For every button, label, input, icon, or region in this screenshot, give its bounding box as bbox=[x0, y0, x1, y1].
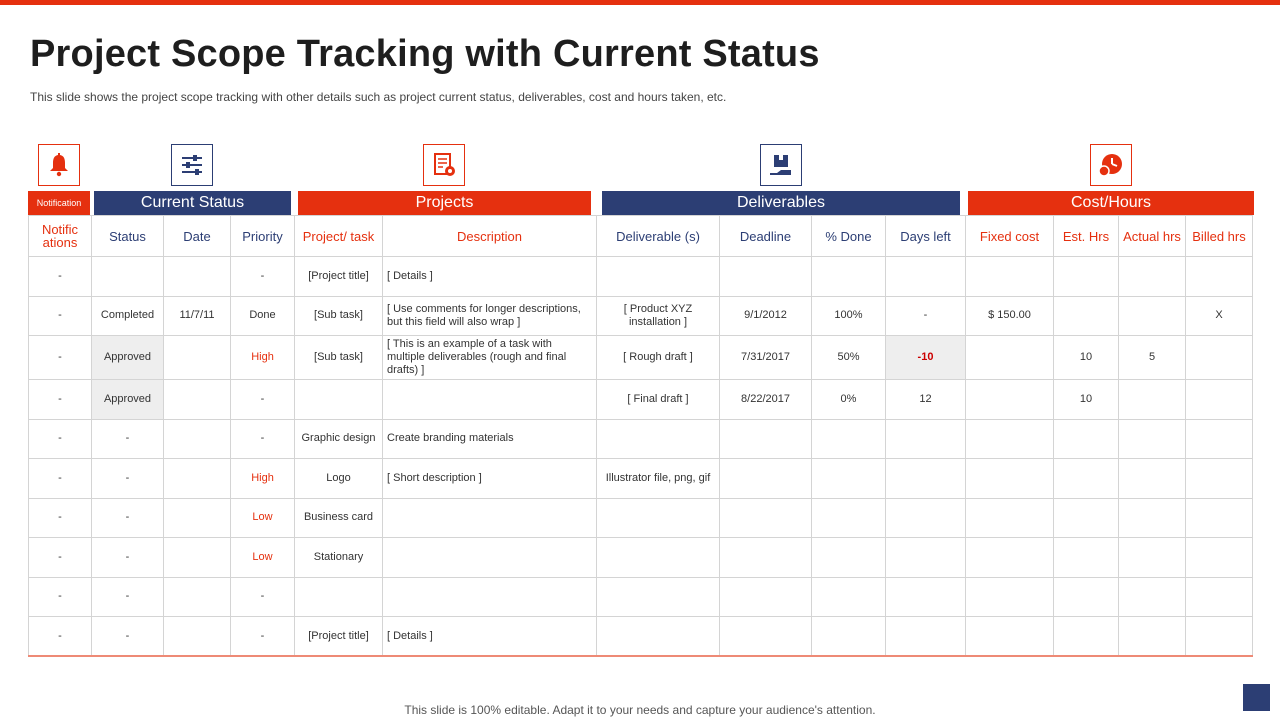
cell-billed-hrs bbox=[1186, 459, 1253, 499]
cell-pct-done bbox=[812, 419, 886, 459]
cell-fixed-cost bbox=[966, 538, 1054, 578]
cell-description bbox=[383, 498, 597, 538]
cost-icon-box bbox=[1090, 144, 1132, 186]
cell-notifications: - bbox=[29, 617, 92, 657]
cell-deadline bbox=[720, 577, 812, 617]
cell-actual-hrs bbox=[1119, 419, 1186, 459]
cell-deadline bbox=[720, 257, 812, 297]
cell-priority: High bbox=[231, 459, 295, 499]
sliders-icon bbox=[178, 151, 206, 179]
cell-status: - bbox=[92, 617, 164, 657]
cell-status: Approved bbox=[92, 380, 164, 420]
cell-billed-hrs bbox=[1186, 617, 1253, 657]
money-clock-icon bbox=[1097, 151, 1125, 179]
cell-deadline bbox=[720, 617, 812, 657]
cell-est-hrs bbox=[1054, 459, 1119, 499]
cell-deliverables: Illustrator file, png, gif bbox=[597, 459, 720, 499]
cell-date bbox=[164, 336, 231, 380]
table-row bbox=[29, 257, 1253, 297]
cell-actual-hrs: 5 bbox=[1119, 336, 1186, 380]
col-deliverables: Deliverable (s) bbox=[597, 216, 720, 257]
cell-deliverables bbox=[597, 617, 720, 657]
cell-project-task bbox=[295, 380, 383, 420]
table-row bbox=[29, 419, 1253, 459]
table-row bbox=[29, 538, 1253, 578]
deliverables-icon-box bbox=[760, 144, 802, 186]
cell-status: - bbox=[92, 498, 164, 538]
table-row bbox=[29, 296, 1253, 336]
cell-project-task: Logo bbox=[295, 459, 383, 499]
cell-billed-hrs bbox=[1186, 380, 1253, 420]
page-title: Project Scope Tracking with Current Status bbox=[30, 33, 820, 75]
cell-priority: - bbox=[231, 617, 295, 657]
cell-billed-hrs bbox=[1186, 498, 1253, 538]
cell-notifications: - bbox=[29, 257, 92, 297]
cell-pct-done: 0% bbox=[812, 380, 886, 420]
cell-pct-done bbox=[812, 498, 886, 538]
table-body bbox=[29, 257, 1253, 657]
cell-priority: - bbox=[231, 419, 295, 459]
cell-priority: Low bbox=[231, 538, 295, 578]
cell-date: 11/7/11 bbox=[164, 296, 231, 336]
cell-days-left bbox=[886, 538, 966, 578]
cell-description: [ Details ] bbox=[383, 617, 597, 657]
cost-hours-group-header: Cost/Hours bbox=[968, 191, 1254, 215]
cell-days-left bbox=[886, 617, 966, 657]
cell-deliverables: [ Rough draft ] bbox=[597, 336, 720, 380]
cell-actual-hrs bbox=[1119, 257, 1186, 297]
cell-days-left: - bbox=[886, 296, 966, 336]
cell-days-left bbox=[886, 419, 966, 459]
cell-date bbox=[164, 538, 231, 578]
cell-est-hrs: 10 bbox=[1054, 336, 1119, 380]
col-status: Status bbox=[92, 216, 164, 257]
cell-description bbox=[383, 380, 597, 420]
cell-priority: Low bbox=[231, 498, 295, 538]
cell-date bbox=[164, 419, 231, 459]
cell-fixed-cost bbox=[966, 577, 1054, 617]
notification-group-header: Notification bbox=[28, 191, 90, 215]
cell-priority: - bbox=[231, 380, 295, 420]
cell-billed-hrs bbox=[1186, 336, 1253, 380]
cell-deadline bbox=[720, 419, 812, 459]
cell-est-hrs bbox=[1054, 419, 1119, 459]
cell-actual-hrs bbox=[1119, 296, 1186, 336]
cell-notifications: - bbox=[29, 459, 92, 499]
cell-deadline bbox=[720, 498, 812, 538]
cell-est-hrs bbox=[1054, 577, 1119, 617]
col-billed-hrs: Billed hrs bbox=[1186, 216, 1253, 257]
cell-billed-hrs bbox=[1186, 577, 1253, 617]
cell-description: [ Short description ] bbox=[383, 459, 597, 499]
col-actual-hrs: Actual hrs bbox=[1119, 216, 1186, 257]
col-description: Description bbox=[383, 216, 597, 257]
document-gear-icon bbox=[430, 151, 458, 179]
cell-status bbox=[92, 257, 164, 297]
cell-date bbox=[164, 617, 231, 657]
cell-description: [ Use comments for longer descriptions, but this field will also wrap ] bbox=[383, 296, 597, 336]
cell-pct-done bbox=[812, 459, 886, 499]
cell-deadline: 7/31/2017 bbox=[720, 336, 812, 380]
table-row bbox=[29, 498, 1253, 538]
cell-actual-hrs bbox=[1119, 538, 1186, 578]
current-status-group-header: Current Status bbox=[94, 191, 291, 215]
cell-priority: Done bbox=[231, 296, 295, 336]
cell-notifications: - bbox=[29, 538, 92, 578]
cell-actual-hrs bbox=[1119, 577, 1186, 617]
cell-days-left: 12 bbox=[886, 380, 966, 420]
col-est-hrs: Est. Hrs bbox=[1054, 216, 1119, 257]
cell-fixed-cost: $ 150.00 bbox=[966, 296, 1054, 336]
cell-actual-hrs bbox=[1119, 459, 1186, 499]
col-project-task: Project/ task bbox=[295, 216, 383, 257]
cell-pct-done: 50% bbox=[812, 336, 886, 380]
cell-project-task: Graphic design bbox=[295, 419, 383, 459]
cell-fixed-cost bbox=[966, 459, 1054, 499]
cell-pct-done: 100% bbox=[812, 296, 886, 336]
cell-status: - bbox=[92, 459, 164, 499]
cell-date bbox=[164, 380, 231, 420]
cell-project-task: [Sub task] bbox=[295, 296, 383, 336]
cell-date bbox=[164, 257, 231, 297]
cell-deadline: 8/22/2017 bbox=[720, 380, 812, 420]
projects-group-header: Projects bbox=[298, 191, 591, 215]
cell-deliverables bbox=[597, 577, 720, 617]
corner-square bbox=[1243, 684, 1270, 711]
projects-icon-box bbox=[423, 144, 465, 186]
col-fixed-cost: Fixed cost bbox=[966, 216, 1054, 257]
cell-fixed-cost bbox=[966, 498, 1054, 538]
cell-days-left bbox=[886, 257, 966, 297]
cell-deliverables bbox=[597, 538, 720, 578]
cell-deliverables bbox=[597, 257, 720, 297]
col-pct-done: % Done bbox=[812, 216, 886, 257]
status-icon-box bbox=[171, 144, 213, 186]
cell-deadline bbox=[720, 459, 812, 499]
cell-date bbox=[164, 459, 231, 499]
cell-project-task: [Sub task] bbox=[295, 336, 383, 380]
cell-date bbox=[164, 498, 231, 538]
cell-pct-done bbox=[812, 577, 886, 617]
cell-project-task: Business card bbox=[295, 498, 383, 538]
cell-days-left bbox=[886, 577, 966, 617]
col-date: Date bbox=[164, 216, 231, 257]
cell-actual-hrs bbox=[1119, 498, 1186, 538]
cell-project-task bbox=[295, 577, 383, 617]
cell-fixed-cost bbox=[966, 419, 1054, 459]
table-row bbox=[29, 380, 1253, 420]
cell-notifications: - bbox=[29, 419, 92, 459]
cell-notifications: - bbox=[29, 498, 92, 538]
cell-project-task: Stationary bbox=[295, 538, 383, 578]
cell-status: Completed bbox=[92, 296, 164, 336]
top-accent-bar bbox=[0, 0, 1280, 5]
cell-est-hrs bbox=[1054, 257, 1119, 297]
cell-fixed-cost bbox=[966, 336, 1054, 380]
col-notifications: Notific ations bbox=[29, 216, 92, 257]
cell-notifications: - bbox=[29, 577, 92, 617]
cell-description: [ Details ] bbox=[383, 257, 597, 297]
cell-description bbox=[383, 577, 597, 617]
cell-deadline bbox=[720, 538, 812, 578]
cell-notifications: - bbox=[29, 380, 92, 420]
cell-description: Create branding materials bbox=[383, 419, 597, 459]
cell-project-task: [Project title] bbox=[295, 617, 383, 657]
cell-fixed-cost bbox=[966, 617, 1054, 657]
cell-est-hrs bbox=[1054, 498, 1119, 538]
cell-status: - bbox=[92, 419, 164, 459]
cell-notifications: - bbox=[29, 296, 92, 336]
cell-billed-hrs bbox=[1186, 419, 1253, 459]
cell-days-left: -10 bbox=[886, 336, 966, 380]
table-row bbox=[29, 577, 1253, 617]
cell-status: Approved bbox=[92, 336, 164, 380]
cell-description: [ This is an example of a task with multiple deliverables (rough and final drafts) ] bbox=[383, 336, 597, 380]
notification-icon-box bbox=[38, 144, 80, 186]
cell-pct-done bbox=[812, 617, 886, 657]
delivery-box-icon bbox=[767, 151, 795, 179]
cell-deadline: 9/1/2012 bbox=[720, 296, 812, 336]
cell-date bbox=[164, 577, 231, 617]
column-header-row bbox=[29, 216, 1253, 257]
cell-priority: - bbox=[231, 257, 295, 297]
cell-actual-hrs bbox=[1119, 617, 1186, 657]
table-row bbox=[29, 336, 1253, 380]
col-priority: Priority bbox=[231, 216, 295, 257]
footer-note: This slide is 100% editable. Adapt it to your needs and capture your audience's attention. bbox=[404, 703, 876, 717]
cell-project-task: [Project title] bbox=[295, 257, 383, 297]
cell-priority: - bbox=[231, 577, 295, 617]
cell-days-left bbox=[886, 459, 966, 499]
cell-est-hrs bbox=[1054, 617, 1119, 657]
cell-days-left bbox=[886, 498, 966, 538]
cell-actual-hrs bbox=[1119, 380, 1186, 420]
cell-fixed-cost bbox=[966, 380, 1054, 420]
table-row bbox=[29, 617, 1253, 657]
cell-status: - bbox=[92, 538, 164, 578]
cell-pct-done bbox=[812, 257, 886, 297]
cell-fixed-cost bbox=[966, 257, 1054, 297]
cell-pct-done bbox=[812, 538, 886, 578]
cell-est-hrs: 10 bbox=[1054, 380, 1119, 420]
scope-tracking-table bbox=[28, 215, 1253, 657]
cell-priority: High bbox=[231, 336, 295, 380]
cell-deliverables: [ Product XYZ installation ] bbox=[597, 296, 720, 336]
table-row bbox=[29, 459, 1253, 499]
cell-status: - bbox=[92, 577, 164, 617]
cell-deliverables bbox=[597, 419, 720, 459]
cell-est-hrs bbox=[1054, 538, 1119, 578]
col-days-left: Days left bbox=[886, 216, 966, 257]
cell-deliverables: [ Final draft ] bbox=[597, 380, 720, 420]
cell-deliverables bbox=[597, 498, 720, 538]
cell-description bbox=[383, 538, 597, 578]
cell-est-hrs bbox=[1054, 296, 1119, 336]
bell-icon bbox=[45, 151, 73, 179]
deliverables-group-header: Deliverables bbox=[602, 191, 960, 215]
page-subtitle: This slide shows the project scope tracking with other details such as project current status, deliverables, cost and hours taken, etc. bbox=[30, 90, 727, 104]
cell-billed-hrs bbox=[1186, 257, 1253, 297]
col-deadline: Deadline bbox=[720, 216, 812, 257]
cell-notifications: - bbox=[29, 336, 92, 380]
cell-billed-hrs: X bbox=[1186, 296, 1253, 336]
cell-billed-hrs bbox=[1186, 538, 1253, 578]
